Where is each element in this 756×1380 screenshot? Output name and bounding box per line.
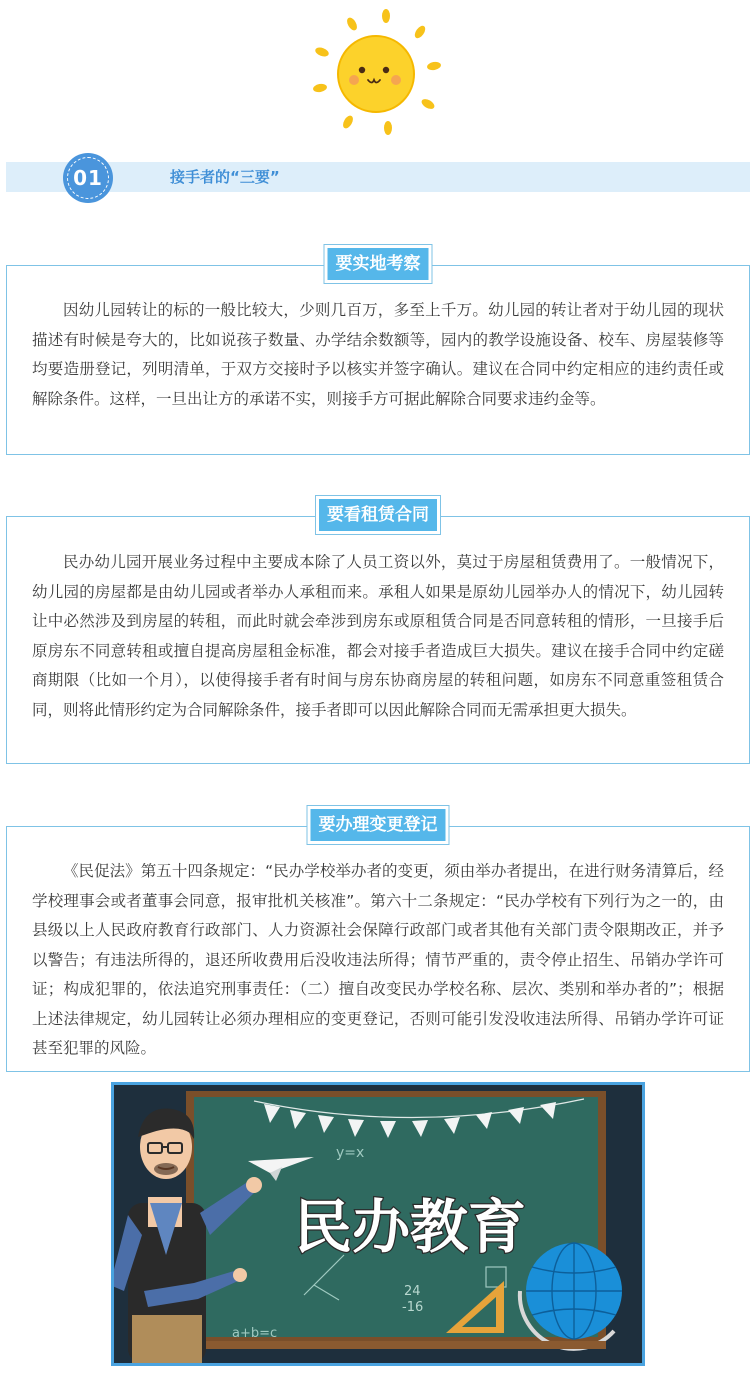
card-change-registration — [6, 815, 750, 1072]
card-body-site-inspection: 因幼儿园转让的标的一般比较大，少则几百万，多至上千万。幼儿园的转让者对于幼儿园的现状描述有时候是夸大的，比如说孩子数量、办学结余数额等，园内的教学设施设备、校车、房屋装修等均要造册登记，列明清单，于双方交接时予以核实并签字确认。建议在合同中约定相应的违约责任或解除条件。这样，一旦出让方的承诺不实，则接手方可据此解除合同要求违约金等。 — [32, 301, 724, 408]
card-label-change-registration: 要办理变更登记 — [307, 805, 450, 845]
card-body-change-registration: 《民促法》第五十四条规定：“民办学校举办者的变更，须由举办者提出，在进行财务清算后，经学校理事会或者董事会同意，报审批机关核准”。第六十二条规定：“民办学校有下列行为之一的，由县级以上人民政府教育行政部门、人力资源社会保障行政部门或者其他有关部门责令限期改正，并予以警告；有违法所得的，退还所收费用后没收违法所得；情节严重的，责令停止招生、吊销办学许可证；构成犯罪的，依法追究刑事责任：（二）擅自改变民办学校名称、层次、类别和举办者的”；根据上述法律规定，幼儿园转让必须办理相应的变更登记，否则可能引发没收违法所得、吊销办学许可证甚至犯罪的风险。 — [32, 862, 724, 1057]
section-header-bar — [6, 162, 750, 192]
chalk-formula-2: a+b=c — [232, 1326, 278, 1341]
chalk-formula-1: y=x — [336, 1145, 365, 1161]
card-site-inspection — [6, 254, 750, 455]
card-label-site-inspection: 要实地考察 — [324, 244, 433, 284]
section-number: 01 — [73, 166, 103, 190]
sun-decoration — [308, 8, 448, 138]
section-number-badge — [63, 153, 113, 203]
sun-icon — [308, 8, 448, 138]
card-label-lease-contract: 要看租赁合同 — [315, 495, 441, 535]
chalk-math: 24 — [404, 1284, 421, 1299]
card-lease-contract — [6, 505, 750, 764]
card-body-lease-contract: 民办幼儿园开展业务过程中主要成本除了人员工资以外，莫过于房屋租赁费用了。一般情况下，幼儿园的房屋都是由幼儿园或者举办人承租而来。承租人如果是原幼儿园举办人的情况下，幼儿园转让中必然涉及到房屋的转租，而此时就会牵涉到房东或原租赁合同是否同意转租的情形，一旦接手后原房东不同意转租或擅自提高房屋租金标准，都会对接手者造成巨大损失。建议在接手合同中约定磋商期限（比如一个月），以使得接手者有时间与房东协商房屋的转租问题，如房东不同意重签租赁合同，则将此情形约定为合同解除条件，接手者即可以因此解除合同而无需承担更大损失。 — [32, 553, 724, 719]
section-title: 接手者的“三要” — [170, 168, 280, 186]
board-title: 民办教育 — [293, 1193, 527, 1261]
chalk-math-2: -16 — [402, 1300, 424, 1315]
private-education-illustration — [111, 1082, 645, 1366]
